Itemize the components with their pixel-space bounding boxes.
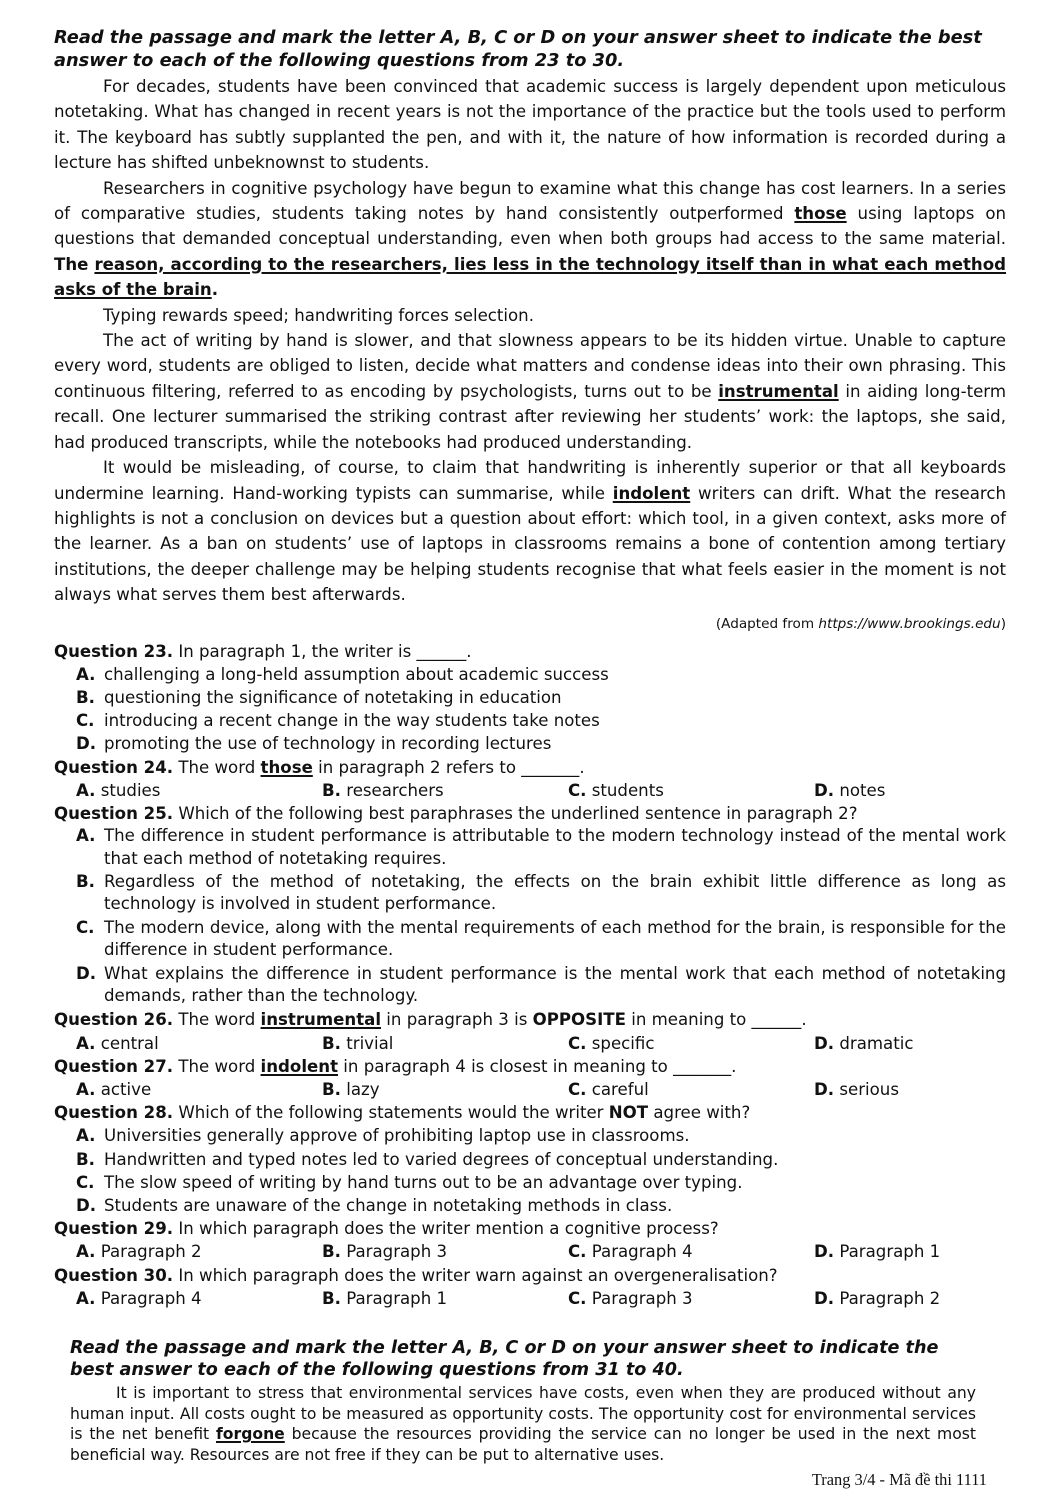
word-those: those bbox=[794, 204, 847, 224]
q30-option-a[interactable]: A. Paragraph 4 bbox=[76, 1288, 202, 1308]
question-26: Question 26. The word instrumental in paragraph 3 is OPPOSITE in meaning to ______. bbox=[54, 1010, 807, 1030]
paragraph-4: It would be misleading, of course, to claim that handwriting is inherently superior or that all keyboards undermine learning. Hand-working typists can summarise, while indolent writers can drift. What the research highlights is not a conclusion on devices but a question about effort: which tool, in a given context, asks more of the learner. As a ban on students’ use of laptops in classrooms remains a bone of contention among tertiary institutions, the deeper challenge may be helping students recognise that what feels easier in the moment is not always what serves them best afterwards. bbox=[54, 458, 1007, 605]
q27-option-a[interactable]: A. active bbox=[76, 1080, 152, 1100]
paragraph-2: Researchers in cognitive psychology have begun to examine what this change has cost learners. In a series of comparative studies, students taking notes by hand consistently outperformed those using laptops on questions that demanded conceptual understanding, even when both groups had access to the same material. The reason, according to the researchers, lies less in the technology itself than in what each method asks of the brain. bbox=[54, 178, 1006, 300]
question-30: Question 30. In which paragraph does the writer warn against an overgeneralisation? bbox=[54, 1265, 778, 1285]
q29-option-d[interactable]: D. Paragraph 1 bbox=[814, 1242, 941, 1262]
question-27: Question 27. The word indolent in paragraph 4 is closest in meaning to _______. bbox=[54, 1056, 737, 1076]
q23-option-a[interactable]: A. challenging a long-held assumption about academic success bbox=[76, 664, 609, 684]
q25-option-a[interactable]: A. The difference in student performance is attributable to the modern technology instead of the mental work that each method of notetaking requires. bbox=[76, 826, 1006, 868]
paragraph-2-tagline: Typing rewards speed; handwriting forces selection. bbox=[103, 305, 534, 325]
word-instrumental: instrumental bbox=[718, 381, 839, 401]
q28-option-a[interactable]: A. Universities generally approve of prohibiting laptop use in classrooms. bbox=[76, 1126, 690, 1146]
q24-options bbox=[54, 779, 1006, 802]
question-23: Question 23. In paragraph 1, the writer is ______. bbox=[54, 641, 472, 661]
section-2-instruction: Read the passage and mark the letter A, B, C or D on your answer sheet to indicate the best answer to each of the following questions from 31 to 40. bbox=[70, 1338, 939, 1380]
q27-options bbox=[54, 1078, 1006, 1101]
word-forgone: forgone bbox=[216, 1425, 285, 1444]
passage-section-2 bbox=[70, 1337, 976, 1465]
q28-option-c[interactable]: C. The slow speed of writing by hand turns out to be an advantage over typing. bbox=[76, 1172, 743, 1192]
q26-option-a[interactable]: A. central bbox=[76, 1033, 159, 1053]
q29-option-a[interactable]: A. Paragraph 2 bbox=[76, 1242, 202, 1262]
q25-option-c[interactable]: C. The modern device, along with the mental requirements of each method for the brain, is responsible for the difference in student performance. bbox=[76, 917, 1006, 960]
section-2-paragraph-1: It is important to stress that environmental services have costs, even when they are produced without any human input. All costs ought to be measured as opportunity costs. The opportunity cost for environmental services is the net benefit forgone because the resources providing the service can no longer be used in the next most beneficial way. Resources are not free if they can be put to alternative uses. bbox=[70, 1384, 976, 1464]
passage-section-1 bbox=[54, 26, 1006, 1310]
q28-option-b[interactable]: B. Handwritten and typed notes led to varied degrees of conceptual understanding. bbox=[76, 1149, 779, 1169]
q24-option-c[interactable]: C. students bbox=[568, 780, 664, 800]
question-28: Question 28. Which of the following statements would the writer NOT agree with? bbox=[54, 1103, 751, 1123]
q30-option-d[interactable]: D. Paragraph 2 bbox=[814, 1288, 941, 1308]
q27-option-c[interactable]: C. careful bbox=[568, 1080, 649, 1100]
paragraph-1: For decades, students have been convinced that academic success is largely dependent upon meticulous notetaking. What has changed in recent years is not the importance of the practice but the tools used to perform it. The keyboard has subtly supplanted the pen, and with it, the nature of how information is recorded during a lecture has shifted unbeknownst to students. bbox=[54, 77, 1006, 173]
q26-options bbox=[54, 1032, 1006, 1055]
question-24: Question 24. The word those in paragraph 2 refers to _______. bbox=[54, 757, 585, 777]
q25-option-d[interactable]: D. What explains the difference in student performance is the mental work that each method of notetaking demands, rather than the technology. bbox=[76, 963, 1006, 1005]
q24-option-a[interactable]: A. studies bbox=[76, 780, 161, 800]
q30-option-c[interactable]: C. Paragraph 3 bbox=[568, 1288, 693, 1308]
q25-option-b[interactable]: B. Regardless of the method of notetaking, the effects on the brain exhibit little difference as long as technology is involved in student performance. bbox=[76, 871, 1006, 914]
q23-option-d[interactable]: D. promoting the use of technology in recording lectures bbox=[76, 734, 552, 754]
q30-options bbox=[54, 1287, 1006, 1310]
underlined-sentence: reason, according to the researchers, lies less in the technology itself than in what each method asks of the brain bbox=[54, 254, 1006, 300]
q23-option-b[interactable]: B. questioning the significance of notetaking in education bbox=[76, 687, 562, 707]
question-29: Question 29. In which paragraph does the writer mention a cognitive process? bbox=[54, 1219, 719, 1239]
q26-option-d[interactable]: D. dramatic bbox=[814, 1033, 914, 1053]
question-25: Question 25. Which of the following best paraphrases the underlined sentence in paragraph 2? bbox=[54, 803, 858, 823]
q27-option-d[interactable]: D. serious bbox=[814, 1080, 899, 1100]
q24-option-b[interactable]: B. researchers bbox=[322, 780, 444, 800]
q27-option-b[interactable]: B. lazy bbox=[322, 1080, 380, 1100]
q23-option-c[interactable]: C. introducing a recent change in the way students take notes bbox=[76, 711, 600, 731]
q26-option-c[interactable]: C. specific bbox=[568, 1033, 655, 1053]
q29-option-c[interactable]: C. Paragraph 4 bbox=[568, 1242, 693, 1262]
word-indolent: indolent bbox=[612, 483, 691, 503]
q29-options bbox=[54, 1240, 1006, 1263]
section-1-instruction: Read the passage and mark the letter A, B, C or D on your answer sheet to indicate the best answer to each of the following questions from 23 to 30. bbox=[54, 27, 982, 71]
q30-option-b[interactable]: B. Paragraph 1 bbox=[322, 1288, 448, 1308]
q28-option-d[interactable]: D. Students are unaware of the change in notetaking methods in class. bbox=[76, 1196, 673, 1216]
source-citation: (Adapted from https://www.brookings.edu) bbox=[715, 615, 1006, 632]
page-footer: Trang 3/4 - Mã đề thi 1111 bbox=[811, 1470, 987, 1489]
q26-option-b[interactable]: B. trivial bbox=[322, 1033, 394, 1053]
q24-option-d[interactable]: D. notes bbox=[814, 780, 886, 800]
paragraph-3: The act of writing by hand is slower, and that slowness appears to be its hidden virtue. Unable to capture every word, students are obliged to listen, decide what matters and condense ideas into their own phrasing. This continuous filtering, referred to as encoding by psychologists, turns out to be instrumental in aiding long-term recall. One lecturer summarised the striking contrast after reviewing her students’ work: the laptops, she said, had produced transcripts, while the notebooks had produced understanding. bbox=[54, 331, 1006, 452]
q29-option-b[interactable]: B. Paragraph 3 bbox=[322, 1242, 448, 1262]
